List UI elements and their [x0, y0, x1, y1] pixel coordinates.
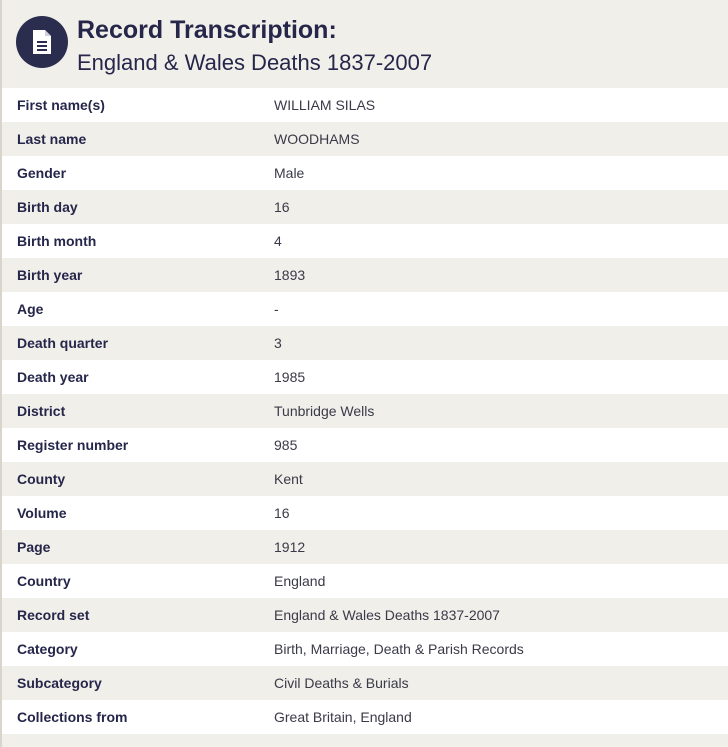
table-row	[2, 326, 728, 360]
table-row	[2, 666, 728, 700]
field-value: 1912	[274, 539, 306, 555]
field-value: England & Wales Deaths 1837-2007	[274, 607, 500, 623]
field-label: Last name	[17, 131, 87, 147]
table-row	[2, 156, 728, 190]
field-label: Death quarter	[17, 335, 109, 351]
table-row	[2, 598, 728, 632]
record-header	[2, 0, 728, 88]
field-value: 3	[274, 335, 282, 351]
field-label: Register number	[17, 437, 129, 453]
field-value: Tunbridge Wells	[274, 403, 375, 419]
field-value: 1893	[274, 267, 306, 283]
field-label: First name(s)	[17, 97, 105, 113]
table-row	[2, 88, 728, 122]
field-value: England	[274, 573, 326, 589]
field-value: Kent	[274, 471, 303, 487]
field-label: County	[17, 471, 66, 487]
table-row	[2, 700, 728, 734]
field-label: Collections from	[17, 709, 128, 725]
table-row	[2, 428, 728, 462]
table-row	[2, 292, 728, 326]
table-row	[2, 258, 728, 292]
field-label: District	[17, 403, 66, 419]
document-icon	[16, 16, 68, 68]
field-value: 1985	[274, 369, 306, 385]
table-row	[2, 394, 728, 428]
table-row	[2, 224, 728, 258]
table-row	[2, 632, 728, 666]
field-label: Birth year	[17, 267, 83, 283]
table-row	[2, 122, 728, 156]
field-label: Death year	[17, 369, 89, 385]
field-label: Page	[17, 539, 51, 555]
table-row	[2, 530, 728, 564]
document-icon-glyph	[31, 29, 53, 55]
table-row	[2, 496, 728, 530]
field-label: Subcategory	[17, 675, 102, 691]
table-row	[2, 462, 728, 496]
field-label: Volume	[17, 505, 67, 521]
field-label: Birth month	[17, 233, 97, 249]
field-value: Civil Deaths & Burials	[274, 675, 409, 691]
field-value: Male	[274, 165, 305, 181]
page-title: Record Transcription:	[77, 16, 337, 44]
field-value: -	[274, 301, 279, 317]
field-value: 16	[274, 505, 290, 521]
field-label: Record set	[17, 607, 90, 623]
field-label: Category	[17, 641, 78, 657]
field-label: Age	[17, 301, 44, 317]
field-value: 16	[274, 199, 290, 215]
field-value: 4	[274, 233, 282, 249]
field-value: WILLIAM SILAS	[274, 97, 376, 113]
table-row	[2, 360, 728, 394]
field-value: Birth, Marriage, Death & Parish Records	[274, 641, 524, 657]
field-value: Great Britain, England	[274, 709, 412, 725]
page-subtitle: England & Wales Deaths 1837-2007	[77, 50, 433, 75]
table-row	[2, 190, 728, 224]
record-table	[2, 88, 728, 734]
field-value: WOODHAMS	[274, 131, 360, 147]
table-row	[2, 564, 728, 598]
field-value: 985	[274, 437, 298, 453]
field-label: Gender	[17, 165, 67, 181]
field-label: Country	[17, 573, 71, 589]
field-label: Birth day	[17, 199, 78, 215]
